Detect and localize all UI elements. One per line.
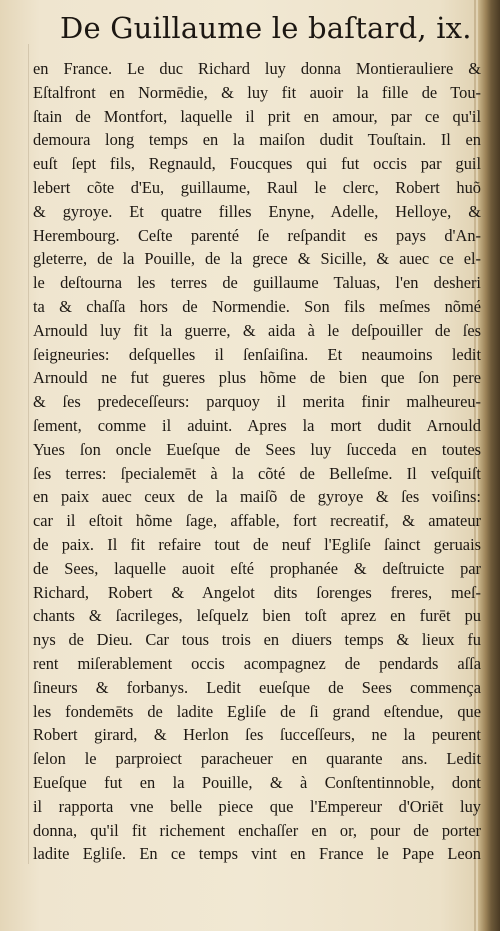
text-line: Arnould luy fit la guerre, & aida à le deſpouiller de ſes — [33, 320, 481, 340]
text-line: ſineurs & forbanys. Ledit eueſque de Sees commença — [33, 677, 481, 697]
text-line: en paix auec ceux de la maiſõ de gyroye & ſes voiſins: — [33, 487, 481, 507]
text-line: ladite Egliſe. En ce temps vint en France le Pape Leon — [33, 844, 481, 864]
text-line: donna, qu'il fit richement enchaſſer en or, pour de porter — [33, 820, 481, 840]
margin-rule — [28, 44, 29, 864]
text-line: nys de Dieu. Car tous trois en diuers temps & lieux fu — [33, 630, 481, 650]
text-line: ta & chaſſa hors de Normendie. Son fils meſmes nõmé — [33, 296, 481, 316]
text-line: Herembourg. Ceſte parenté ſe reſpandit es pays d'An- — [33, 225, 481, 245]
text-line: rent miſerablement occis acompagnez de pendards aſſa — [33, 653, 481, 673]
text-line: le deſtourna les terres de guillaume Taluas, l'en desheri — [33, 273, 481, 293]
running-header: De Guillaume le baſtard, ix. — [60, 11, 472, 45]
text-line: euſt ſept fils, Regnauld, Foucques qui fut occis par guil — [33, 154, 481, 174]
text-line: gleterre, de la Pouille, de la grece & Sicille, & auec ce el- — [33, 249, 481, 269]
text-line: ſelon le parproiect paracheuer en quarante ans. Ledit — [33, 749, 481, 769]
text-line: Eſtalfront en Normēdie, & luy fit auoir la fille de Tou- — [33, 82, 481, 102]
text-line: Yues ſon oncle Eueſque de Sees luy ſucceda en toutes — [33, 439, 481, 459]
text-line: Robert girard, & Herlon ſes ſucceſſeurs, ne la peurent — [33, 725, 481, 745]
text-block — [33, 57, 481, 866]
text-line: ſement, comme il aduint. Apres la mort dudit Arnould — [33, 415, 481, 435]
text-line: lebert cõte d'Eu, guillaume, Raul le clerc, Robert huõ — [33, 177, 481, 197]
text-line: ſeigneuries: deſquelles il ſenſaiſina. Et neaumoins ledit — [33, 344, 481, 364]
text-line: & gyroye. Et quatre filles Enyne, Adelle, Helloye, & — [33, 201, 481, 221]
text-line: demoura long temps en la maiſon dudit Touſtain. Il en — [33, 130, 481, 150]
text-line: Arnould ne fut gueres plus hõme de bien que ſon pere — [33, 368, 481, 388]
text-line: car il eſtoit hõme ſage, affable, fort recreatif, & amateur — [33, 511, 481, 531]
text-line: chants & ſacrileges, leſquelz bien toſt aprez en furēt pu — [33, 606, 481, 626]
text-line: de paix. Il fit refaire tout de neuf l'Egliſe ſainct geruais — [33, 534, 481, 554]
text-line: il rapporta vne belle piece que l'Empereur d'Oriēt luy — [33, 796, 481, 816]
text-line: les fondemēts de ladite Egliſe de ſi grand eſtendue, que — [33, 701, 481, 721]
text-line: en France. Le duc Richard luy donna Montierauliere & — [33, 59, 481, 78]
text-line: ſes terres: ſpecialemēt à la cõté de Belleſme. Il veſquiſt — [33, 463, 481, 483]
book-gutter — [478, 0, 500, 931]
text-line: de Sees, laquelle auoit eſté prophanée & deſtruicte par — [33, 558, 481, 578]
text-line: ſtain de Montfort, laquelle il prit en amour, par ce qu'il — [33, 106, 481, 126]
text-line: Eueſque fut en la Pouille, & à Conſtentinnoble, dont — [33, 772, 481, 792]
text-line: Richard, Robert & Angelot dits ſorenges freres, meſ- — [33, 582, 481, 602]
text-line: & ſes predeceſſeurs: parquoy il merita finir malheureu- — [33, 392, 481, 412]
